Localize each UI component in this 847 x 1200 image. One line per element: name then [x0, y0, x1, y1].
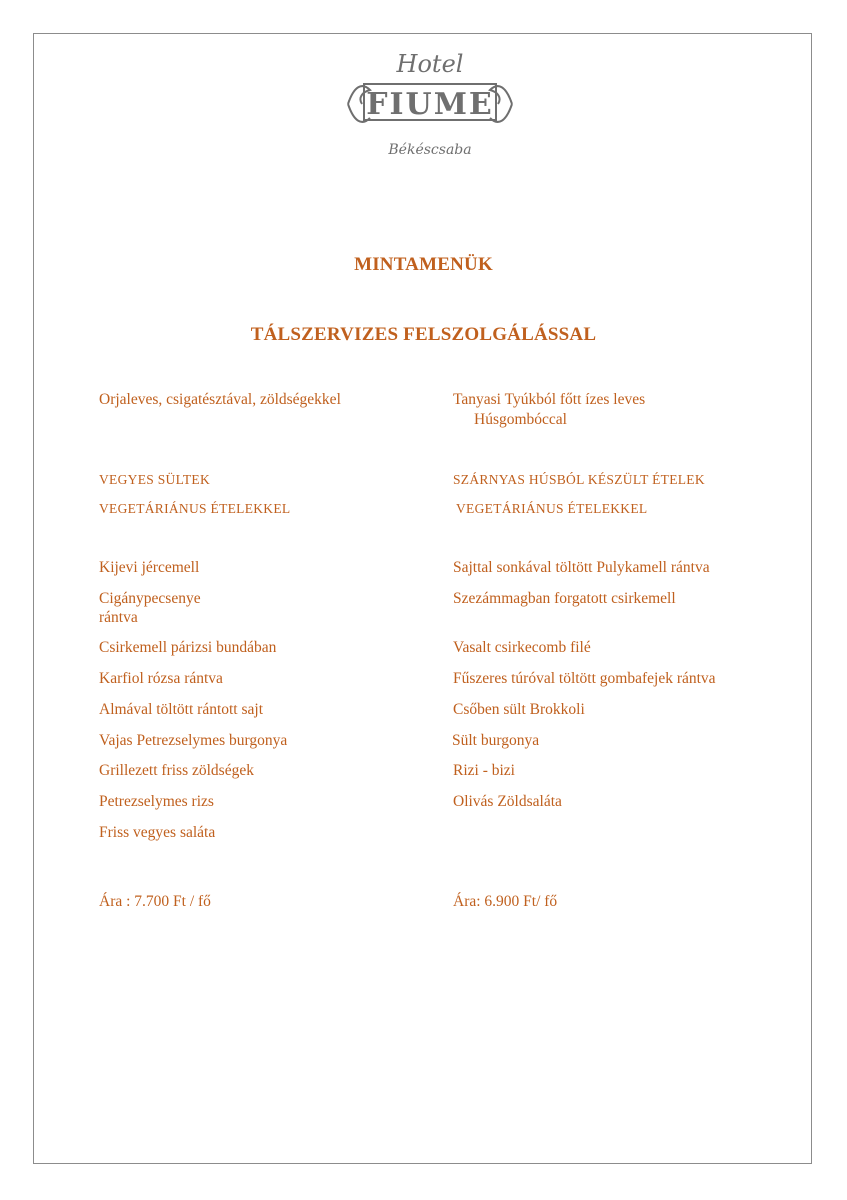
- left-menu-item: Karfiol rózsa rántva: [99, 670, 223, 687]
- logo-main-text: FIUME: [366, 87, 494, 122]
- logo-graphic: [340, 42, 520, 164]
- right-soup-line-2: Húsgombóccal: [474, 411, 567, 428]
- left-price: Ára : 7.700 Ft / fő: [99, 893, 211, 910]
- left-soup: Orjaleves, csigatésztával, zöldségekkel: [99, 391, 341, 408]
- left-category-1: VEGYES SÜLTEK: [99, 472, 211, 487]
- right-menu-item: Fűszeres túróval töltött gombafejek rántva: [453, 670, 716, 687]
- page-subtitle: TÁLSZERVIZES FELSZOLGÁLÁSSAL: [250, 324, 597, 345]
- right-category-1: SZÁRNYAS HÚSBÓL KÉSZÜLT ÉTELEK: [453, 472, 705, 487]
- left-menu-item: Almával töltött rántott sajt: [99, 701, 264, 718]
- left-menu-item: Vajas Petrezselymes burgonya: [99, 732, 288, 749]
- left-menu-item: Friss vegyes saláta: [99, 824, 216, 841]
- left-menu-item: Kijevi jércemell: [99, 559, 200, 576]
- right-menu-item: Vasalt csirkecomb filé: [453, 639, 591, 656]
- right-category-2: VEGETÁRIÁNUS ÉTELEKKEL: [456, 501, 648, 516]
- logo-top-text: Hotel: [396, 50, 464, 78]
- right-menu-item: Csőben sült Brokkoli: [453, 701, 585, 718]
- left-menu-item: Petrezselymes rizs: [99, 793, 214, 810]
- right-menu-item: Sült burgonya: [452, 732, 540, 749]
- left-category-2: VEGETÁRIÁNUS ÉTELEKKEL: [99, 501, 291, 516]
- left-menu-item: Grillezett friss zöldségek: [99, 762, 254, 779]
- page-title: MINTAMENÜK: [354, 254, 493, 275]
- right-menu-item: Sajttal sonkával töltött Pulykamell rántva: [453, 559, 710, 576]
- left-menu-item: rántva: [99, 609, 138, 626]
- right-menu-item: Szezámmagban forgatott csirkemell: [453, 590, 676, 607]
- logo-bottom-text: Békéscsaba: [388, 142, 472, 158]
- left-menu-item: Csirkemell párizsi bundában: [99, 639, 277, 656]
- right-menu-item: Rizi - bizi: [453, 762, 515, 779]
- right-menu-item: Olivás Zöldsaláta: [453, 793, 562, 810]
- right-price: Ára: 6.900 Ft/ fő: [453, 893, 558, 910]
- right-soup-line-1: Tanyasi Tyúkból főtt ízes leves: [453, 391, 646, 408]
- left-menu-item: Cigánypecsenye: [99, 590, 201, 607]
- hotel-fiume-logo: [340, 42, 520, 164]
